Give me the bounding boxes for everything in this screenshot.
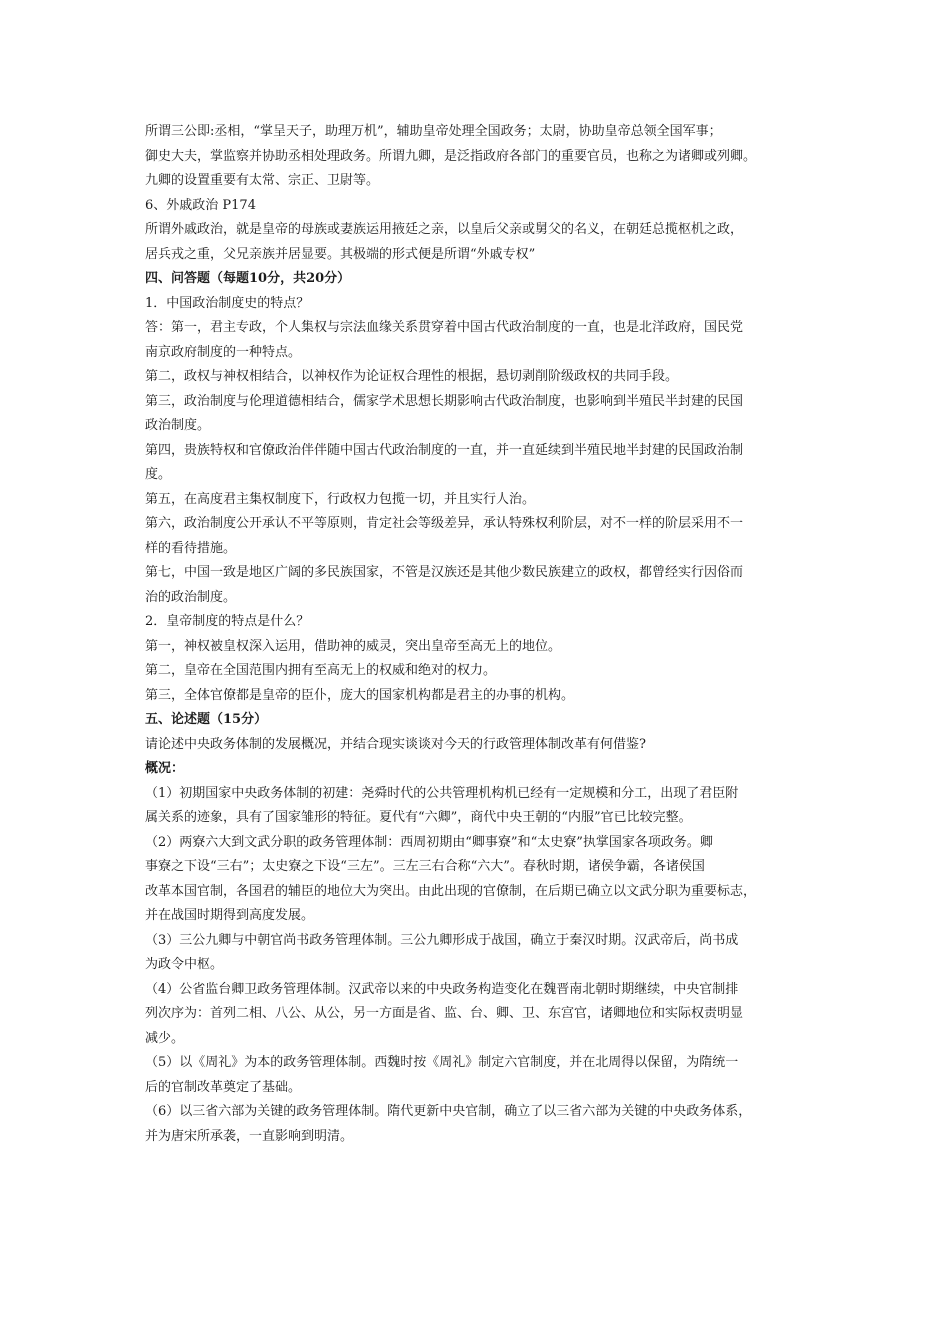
text-line: 样的看待措施。 <box>145 540 237 556</box>
section-heading-essay: 五、论述题（15分） <box>145 712 268 727</box>
text-line: （5）以《周礼》为本的政务管理体制。西魏时按《周礼》制定六官制度，并在北周得以保留，为隋统一 <box>145 1055 739 1070</box>
text-line: 南京政府制度的一种特点。 <box>145 344 302 360</box>
text-line: 为政令中枢。 <box>145 957 224 972</box>
text-line: 第四，贵族特权和官僚政治伴伴随中国古代政治制度的一直，并一直延续到半殖民地半封建的民国政治制 <box>145 442 744 458</box>
text-line: 第七，中国一致是地区广阔的多民族国家，不管是汉族还是其他少数民族建立的政权，都曾经实行因俗而 <box>145 565 744 580</box>
text-line: 第二，政权与神权相结合，以神权作为论证权合理性的根据，悬切剥削阶级政权的共同手段。 <box>145 369 679 384</box>
text-line: 改革本国官制，各国君的辅臣的地位大为突出。由此出现的官僚制，在后期已确立以文武分职为重要标志， <box>145 883 757 899</box>
overview-label: 概况： <box>145 761 185 776</box>
document-page <box>145 120 810 1149</box>
text-line: 答：第一，君主专政，个人集权与宗法血缘关系贯穿着中国古代政治制度的一直，也是北洋政府，国民党 <box>145 320 744 335</box>
text-line: （1）初期国家中央政务体制的初建：尧舜时代的公共管理机构机已经有一定规模和分工，出现了君臣附 <box>145 785 739 801</box>
text-line: 治的政治制度。 <box>145 589 237 605</box>
text-line: （2）两寮六大到文武分职的政务管理体制：西周初期由“卿事寮”和“太史寮”执掌国家各项政务。卿 <box>145 834 713 850</box>
text-line: 第三，政治制度与伦理道德相结合，儒家学术思想长期影响古代政治制度，也影响到半殖民半封建的民国 <box>145 393 744 409</box>
text-line: 第六，政治制度公开承认不平等原则，肯定社会等级差异，承认特殊权利阶层，对不一样的阶层采用不一 <box>145 516 744 531</box>
text-line: 政治制度。 <box>145 418 211 433</box>
text-line: （6）以三省六部为关键的政务管理体制。隋代更新中央官制，确立了以三省六部为关键的中央政务体系， <box>145 1104 752 1119</box>
text-line: 第二，皇帝在全国范围内拥有至高无上的权威和绝对的权力。 <box>145 663 497 678</box>
text-line: 第三，全体官僚都是皇帝的臣仆，庞大的国家机构都是君主的办事的机构。 <box>145 687 575 703</box>
text-line: 并在战国时期得到高度发展。 <box>145 908 315 923</box>
question-heading: 2．皇帝制度的特点是什么？ <box>145 614 310 629</box>
text-line: 请论述中央政务体制的发展概况，并结合现实谈谈对今天的行政管理体制改革有何借鉴? <box>145 736 646 752</box>
heading-waiqi-politics: 6、外戚政治 P174 <box>145 197 256 213</box>
text-line: 所谓外戚政治，就是皇帝的母族或妻族运用掖廷之亲，以皇后父亲或舅父的名义，在朝廷总揽枢机之政， <box>145 222 744 237</box>
text-line: 御史大夫，掌监察并协助丞相处理政务。所谓九卿，是泛指政府各部门的重要官员，也称之为诸卿或列卿。 <box>145 148 757 164</box>
text-line: 第五，在高度君主集权制度下，行政权力包揽一切，并且实行人治。 <box>145 491 536 507</box>
text-line: 并为唐宋所承袭，一直影响到明清。 <box>145 1128 354 1144</box>
text-line: 减少。 <box>145 1030 185 1046</box>
text-line: 九卿的设置重要有太常、宗正、卫尉等。 <box>145 173 380 188</box>
text-line: 事寮之下设“三右”；太史寮之下设“三左”。三左三右合称“六大”。春秋时期，诸侯争霸，各诸侯国 <box>145 859 705 874</box>
text-line: 列次序为：首列二相、八公、从公，另一方面是省、监、台、卿、卫、东宫官，诸卿地位和实际权责明显 <box>145 1006 744 1021</box>
text-line: 居兵戎之重，父兄亲族并居显要。其极端的形式便是所谓“外戚专权” <box>145 246 536 262</box>
text-line: 所谓三公即:丞相，“掌呈天子，助理万机”，辅助皇帝处理全国政务；太尉，协助皇帝总领全国军事； <box>145 124 722 139</box>
text-line: 属关系的迹象，具有了国家雏形的特征。夏代有“六卿”，商代中央王朝的“内服”官已比较完整。 <box>145 810 692 825</box>
section-heading-qa: 四、问答题（每题10分，共20分） <box>145 271 351 286</box>
text-line: （4）公省监台卿卫政务管理体制。汉武帝以来的中央政务构造变化在魏晋南北朝时期继续，中央官制排 <box>145 981 739 997</box>
text-line: 第一，神权被皇权深入运用，借助神的威灵，突出皇帝至高无上的地位。 <box>145 638 562 654</box>
text-line: 度。 <box>145 467 172 482</box>
text-line: （3）三公九卿与中朝官尚书政务管理体制。三公九卿形成于战国，确立于秦汉时期。汉武帝后，尚书成 <box>145 932 739 948</box>
question-heading: 1．中国政治制度史的特点？ <box>145 295 310 311</box>
text-line: 后的官制改革奠定了基础。 <box>145 1079 302 1095</box>
